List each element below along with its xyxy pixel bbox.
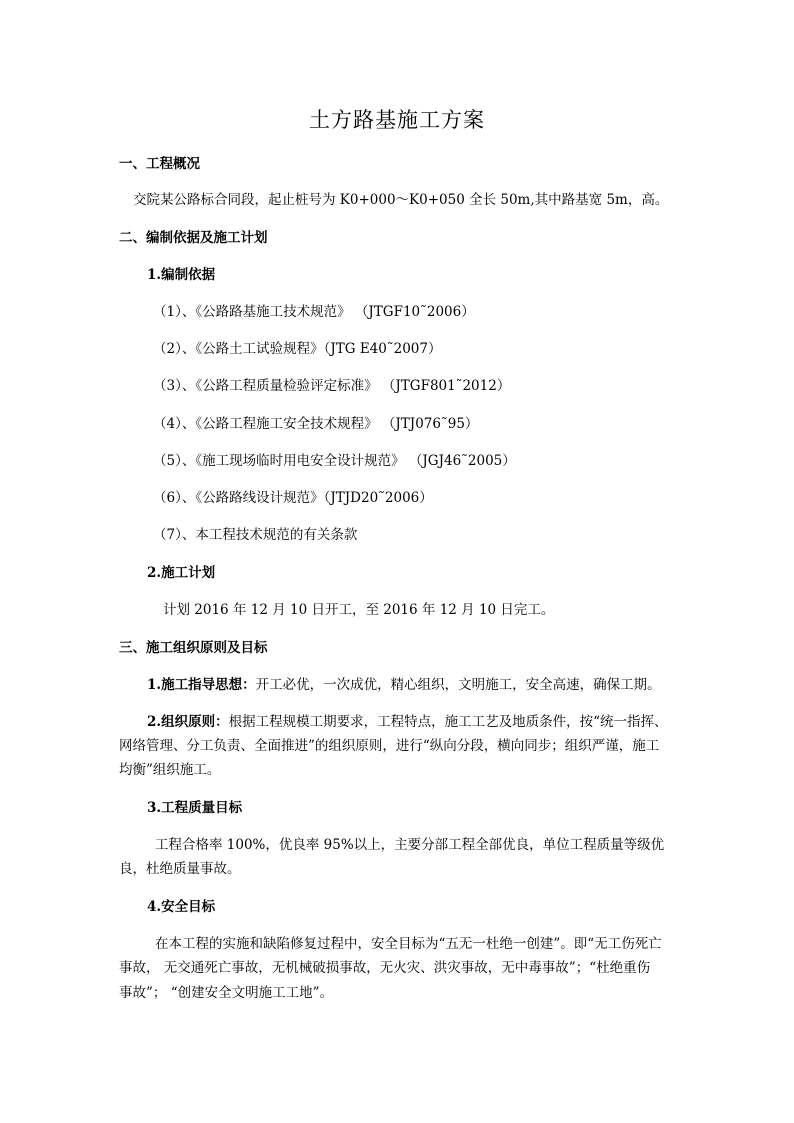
reference-item: （3）、《公路工程质量检验评定标准》 （JTGF801˜2012） xyxy=(153,378,511,394)
overview-text: 交院某公路标合同段，起止桩号为 K0+000～K0+050 全长 50m,其中路基宽 5m，高。 xyxy=(133,192,669,208)
safety-goal-line2: 事故， 无交通死亡事故，无机械破损事故，无火灾、洪灾事故，无中毒事故”；“杜绝重伤 xyxy=(119,960,651,976)
principle-organization-line2: 网络管理、分工负责、全面推进”的组织原则，进行“纵向分段，横向同步；组织严谨，施工 xyxy=(119,738,660,754)
principle-organization-line1 xyxy=(147,713,668,731)
section-heading-overview: 一、工程概况 xyxy=(119,156,200,172)
reference-item: （7）、本工程技术规范的有关条款 xyxy=(153,527,358,543)
principle-organization-line3: 均衡”组织施工。 xyxy=(119,762,221,778)
safety-goal-line1: 在本工程的实施和缺陷修复过程中，安全目标为“五无一杜绝一创建”。即“无工伤死亡 xyxy=(155,936,662,952)
document-title: 土方路基施工方案 xyxy=(309,108,485,132)
plan-text: 计划 2016 年 12 月 10 日开工，至 2016 年 12 月 10 日完工。 xyxy=(163,602,555,618)
section-heading-basis: 二、编制依据及施工计划 xyxy=(119,230,268,246)
principle-label: 1.施工指导思想： xyxy=(147,677,256,693)
principle-label: 2.组织原则： xyxy=(147,714,229,730)
reference-item: （6）、《公路路线设计规范》（JTJD20˜2006） xyxy=(153,490,433,506)
subheading-quality-goal: 3.工程质量目标 xyxy=(147,800,243,816)
subheading-basis: 1.编制依据 xyxy=(147,267,216,283)
principle-guiding-thought xyxy=(147,676,661,694)
principle-text: 根据工程规模工期要求，工程特点，施工工艺及地质条件，按“统一指挥、 xyxy=(228,714,668,730)
reference-item: （1）、《公路路基施工技术规范》 （JTGF10˜2006） xyxy=(153,304,475,320)
subheading-plan: 2.施工计划 xyxy=(147,565,216,581)
quality-goal-line1: 工程合格率 100%，优良率 95%以上，主要分部工程全部优良，单位工程质量等级优 xyxy=(155,837,665,853)
section-heading-principles: 三、施工组织原则及目标 xyxy=(119,640,268,656)
reference-item: （4）、《公路工程施工安全技术规程》 （JTJ076˜95） xyxy=(153,416,479,432)
safety-goal-line3: 事故”； “创建安全文明施工工地”。 xyxy=(119,985,333,1001)
subheading-safety-goal: 4.安全目标 xyxy=(147,899,216,915)
reference-item: （2）、《公路土工试验规程》（JTG E40˜2007） xyxy=(153,341,442,357)
principle-text: 开工必优，一次成优，精心组织，文明施工，安全高速，确保工期。 xyxy=(255,677,661,693)
reference-item: （5）、《施工现场临时用电安全设计规范》 （JGJ46˜2005） xyxy=(153,453,516,469)
quality-goal-line2: 良，杜绝质量事故。 xyxy=(119,861,241,877)
